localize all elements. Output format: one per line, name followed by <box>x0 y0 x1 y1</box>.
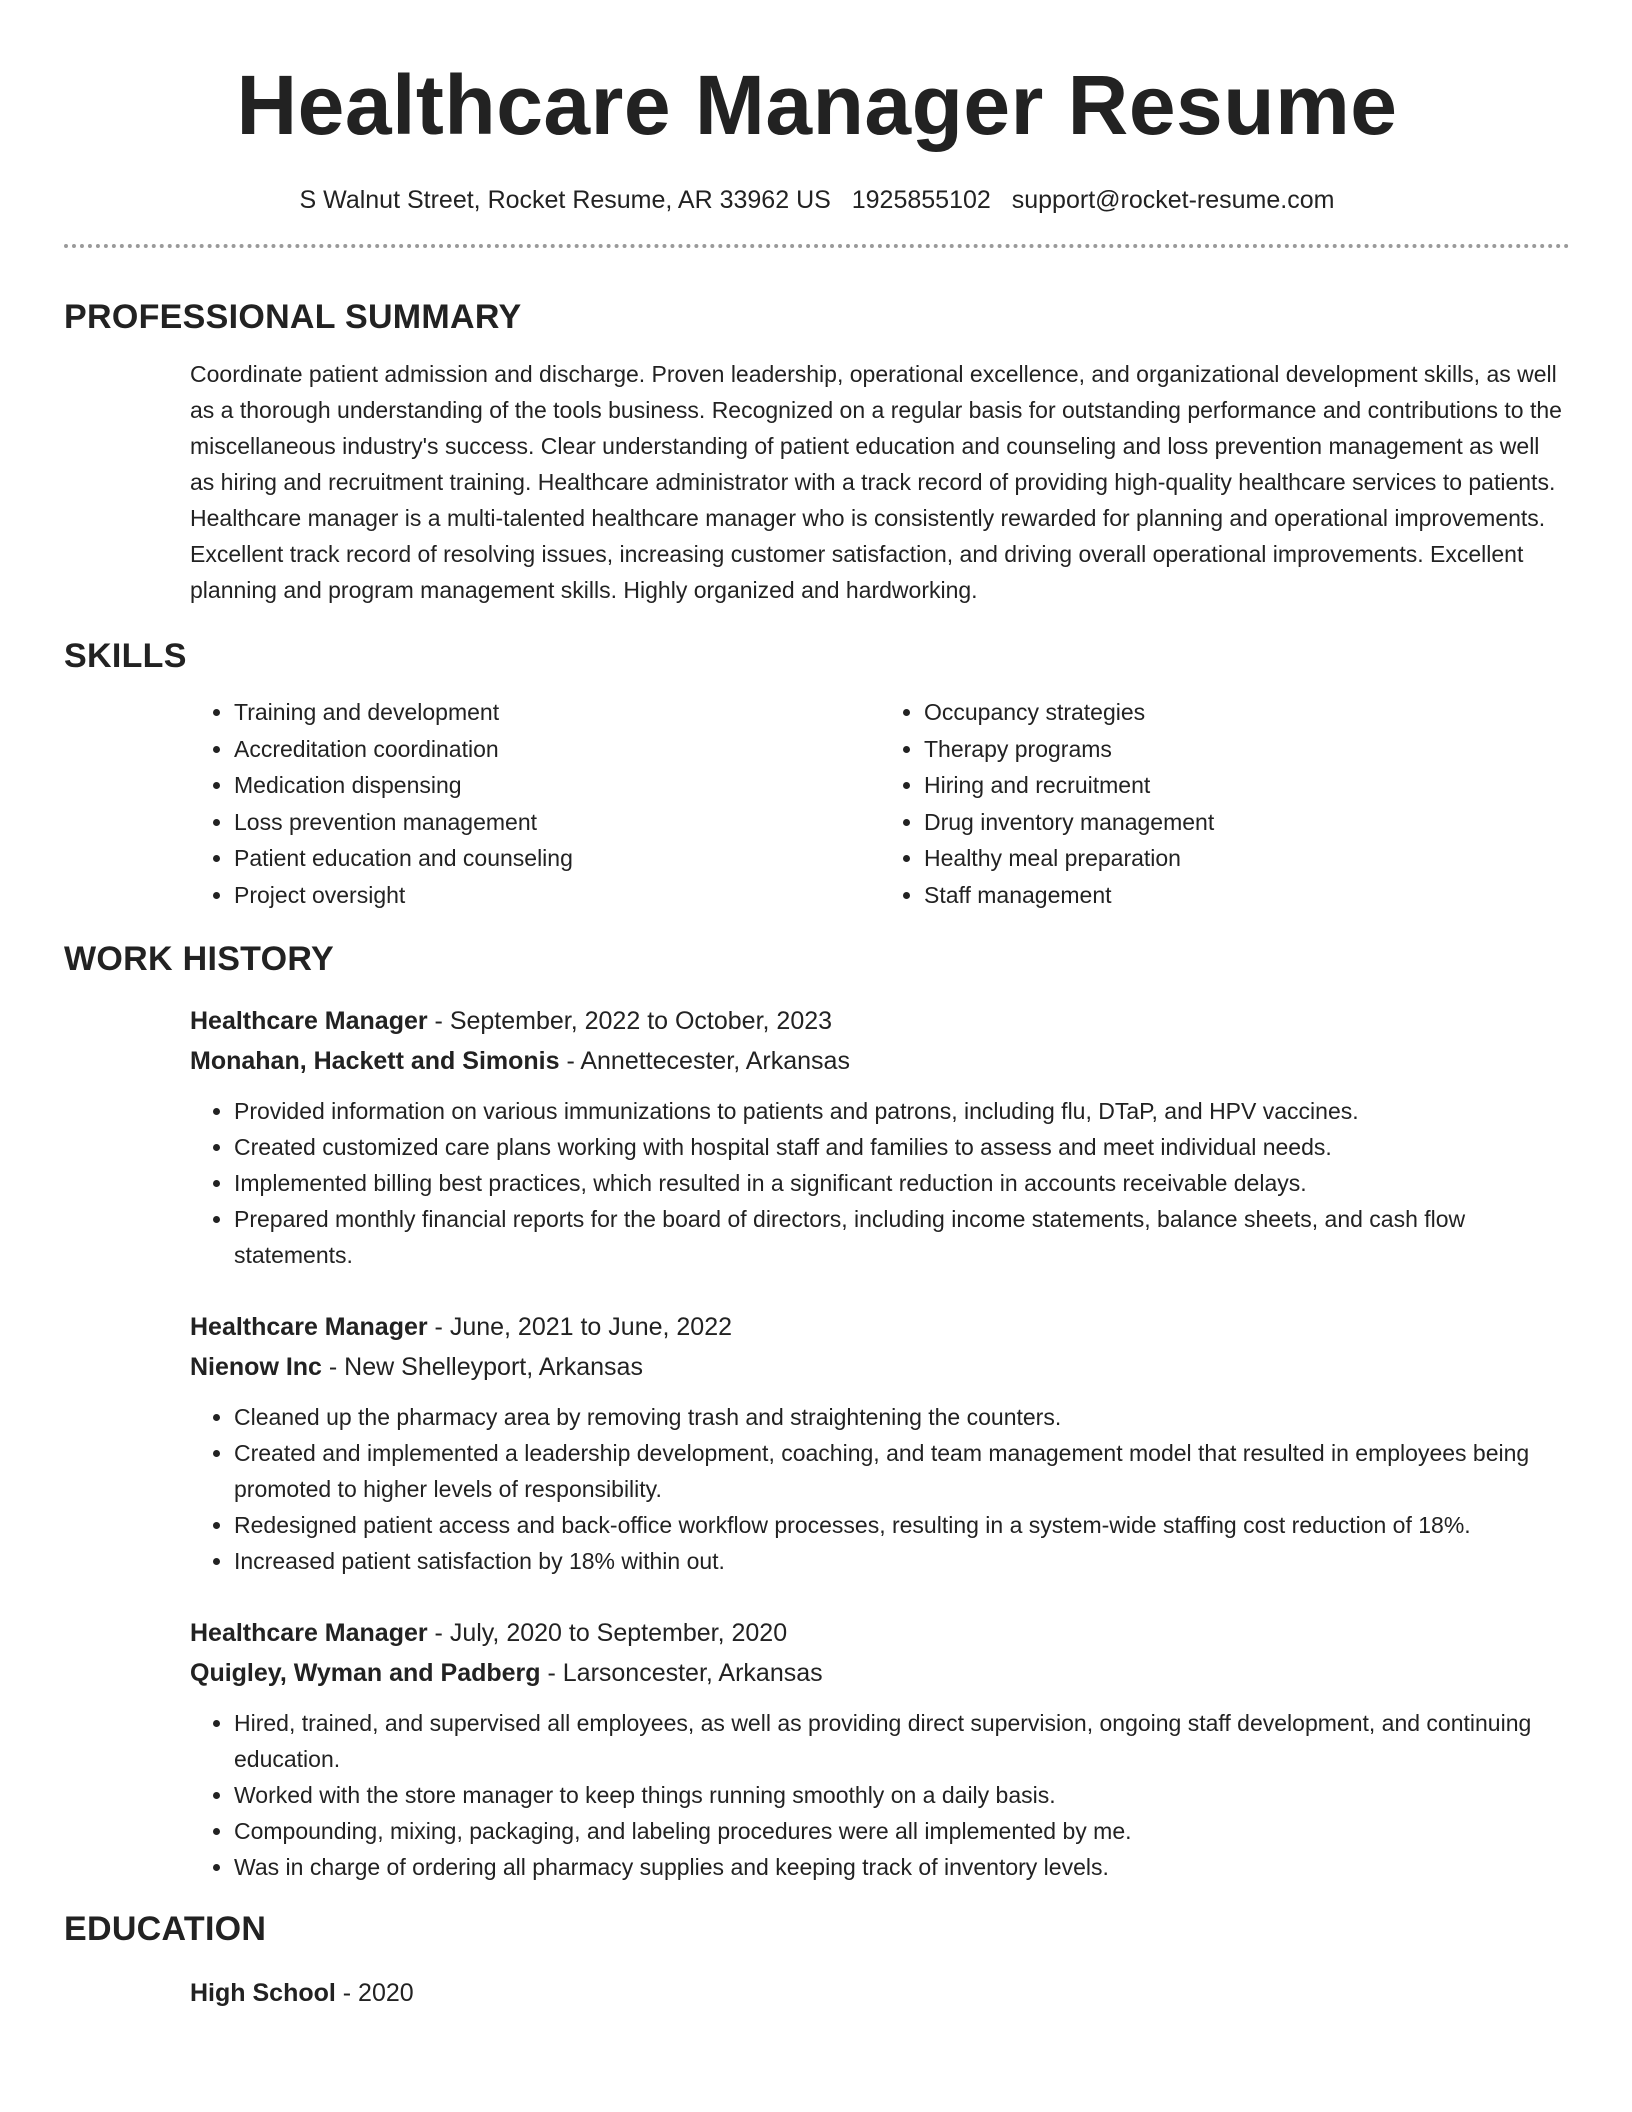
job-bullet: • Redesigned patient access and back-office workflow processes, resulting in a system-wide staffing cost reduction of 18%. <box>234 1507 1570 1543</box>
job-title: Healthcare Manager <box>190 1619 428 1647</box>
skills-column-right <box>880 694 1570 913</box>
header-divider <box>64 244 1570 248</box>
job-bullet: • Provided information on various immunizations to patients and patrons, including flu, DTaP, and HPV vaccines. <box>234 1093 1570 1129</box>
job-company-line <box>190 1041 1570 1081</box>
job-dates: - September, 2022 to October, 2023 <box>427 1007 833 1035</box>
job-company: Monahan, Hackett and Simonis <box>190 1047 560 1075</box>
job-bullet: • Compounding, mixing, packaging, and labeling procedures were all implemented by me. <box>234 1813 1570 1849</box>
education-degree: High School <box>190 1979 336 2007</box>
job-bullet: • Hired, trained, and supervised all employees, as well as providing direct supervision, ongoing staff development, and continuing education. <box>234 1705 1570 1777</box>
skill-item: • Accreditation coordination <box>234 731 880 768</box>
job-title-line <box>190 1307 1570 1347</box>
job-location: - Annettecester, Arkansas <box>559 1047 850 1075</box>
skill-item: • Project oversight <box>234 877 880 914</box>
job-location: - New Shelleyport, Arkansas <box>321 1353 643 1381</box>
job-entry <box>190 1613 1570 1885</box>
summary-text: Coordinate patient admission and discharge. Proven leadership, operational excellence, and organizational development skills, as well as a thorough understanding of the tools business. Recognized on a regular basis for outstanding performance and contributions to the miscellaneous industry's success. Clear understanding of patient education and counseling and loss prevention management as well as hiring and recruitment training. Healthcare administrator with a track record of providing high-quality healthcare services to patients. Healthcare manager is a multi-talented healthcare manager who is consistently rewarded for planning and operational improvements. Excellent track record of resolving issues, increasing customer satisfaction, and driving overall operational improvements. Excellent planning and program management skills. Highly organized and hardworking. <box>190 361 1562 603</box>
job-title-line <box>190 1613 1570 1653</box>
skills-column-left <box>190 694 880 913</box>
job-company: Nienow Inc <box>190 1353 322 1381</box>
job-entry <box>190 1001 1570 1273</box>
job-bullet: • Increased patient satisfaction by 18% within out. <box>234 1543 1570 1579</box>
job-title: Healthcare Manager <box>190 1313 428 1341</box>
summary-heading: PROFESSIONAL SUMMARY <box>64 298 522 336</box>
skill-item: • Hiring and recruitment <box>924 767 1570 804</box>
skill-item: • Loss prevention management <box>234 804 880 841</box>
resume-page <box>64 0 1570 2013</box>
job-company-line <box>190 1653 1570 1693</box>
job-bullet: • Created customized care plans working with hospital staff and families to assess and meet individual needs. <box>234 1129 1570 1165</box>
job-bullets <box>190 1399 1570 1579</box>
work-history-heading: WORK HISTORY <box>64 940 334 978</box>
job-bullet: • Created and implemented a leadership development, coaching, and team management model that resulted in employees being promoted to higher levels of responsibility. <box>234 1435 1570 1507</box>
job-bullet: • Prepared monthly financial reports for the board of directors, including income statements, balance sheets, and cash flow statements. <box>234 1201 1570 1273</box>
skills-list <box>190 694 1570 913</box>
job-company-line <box>190 1347 1570 1387</box>
job-company: Quigley, Wyman and Padberg <box>190 1659 541 1687</box>
skill-item: • Staff management <box>924 877 1570 914</box>
skill-item: • Training and development <box>234 694 880 731</box>
skill-item: • Medication dispensing <box>234 767 880 804</box>
job-dates: - July, 2020 to September, 2020 <box>427 1619 788 1647</box>
job-title: Healthcare Manager <box>190 1007 428 1035</box>
skill-item: • Therapy programs <box>924 731 1570 768</box>
job-bullets <box>190 1705 1570 1885</box>
job-entry <box>190 1307 1570 1579</box>
contact-email[interactable]: support@rocket-resume.com <box>1011 186 1335 214</box>
skill-item: • Healthy meal preparation <box>924 840 1570 877</box>
job-bullet: • Implemented billing best practices, which resulted in a significant reduction in accounts receivable delays. <box>234 1165 1570 1201</box>
job-title-line <box>190 1001 1570 1041</box>
skill-item: • Drug inventory management <box>924 804 1570 841</box>
contact-line <box>64 184 1570 216</box>
job-bullet: • Was in charge of ordering all pharmacy supplies and keeping track of inventory levels. <box>234 1849 1570 1885</box>
skill-item: • Occupancy strategies <box>924 694 1570 731</box>
education-heading: EDUCATION <box>64 1910 267 1948</box>
job-bullet: • Worked with the store manager to keep things running smoothly on a daily basis. <box>234 1777 1570 1813</box>
resume-title: Healthcare Manager Resume <box>236 58 1398 152</box>
skill-item: • Patient education and counseling <box>234 840 880 877</box>
contact-address: S Walnut Street, Rocket Resume, AR 33962 US <box>299 186 831 214</box>
contact-phone: 1925855102 <box>851 186 991 214</box>
job-bullets <box>190 1093 1570 1273</box>
job-bullet: • Cleaned up the pharmacy area by removing trash and straightening the counters. <box>234 1399 1570 1435</box>
job-dates: - June, 2021 to June, 2022 <box>427 1313 733 1341</box>
education-entry <box>190 1973 1570 2013</box>
job-location: - Larsoncester, Arkansas <box>540 1659 823 1687</box>
education-year: - 2020 <box>335 1979 414 2007</box>
skills-heading: SKILLS <box>64 637 187 675</box>
